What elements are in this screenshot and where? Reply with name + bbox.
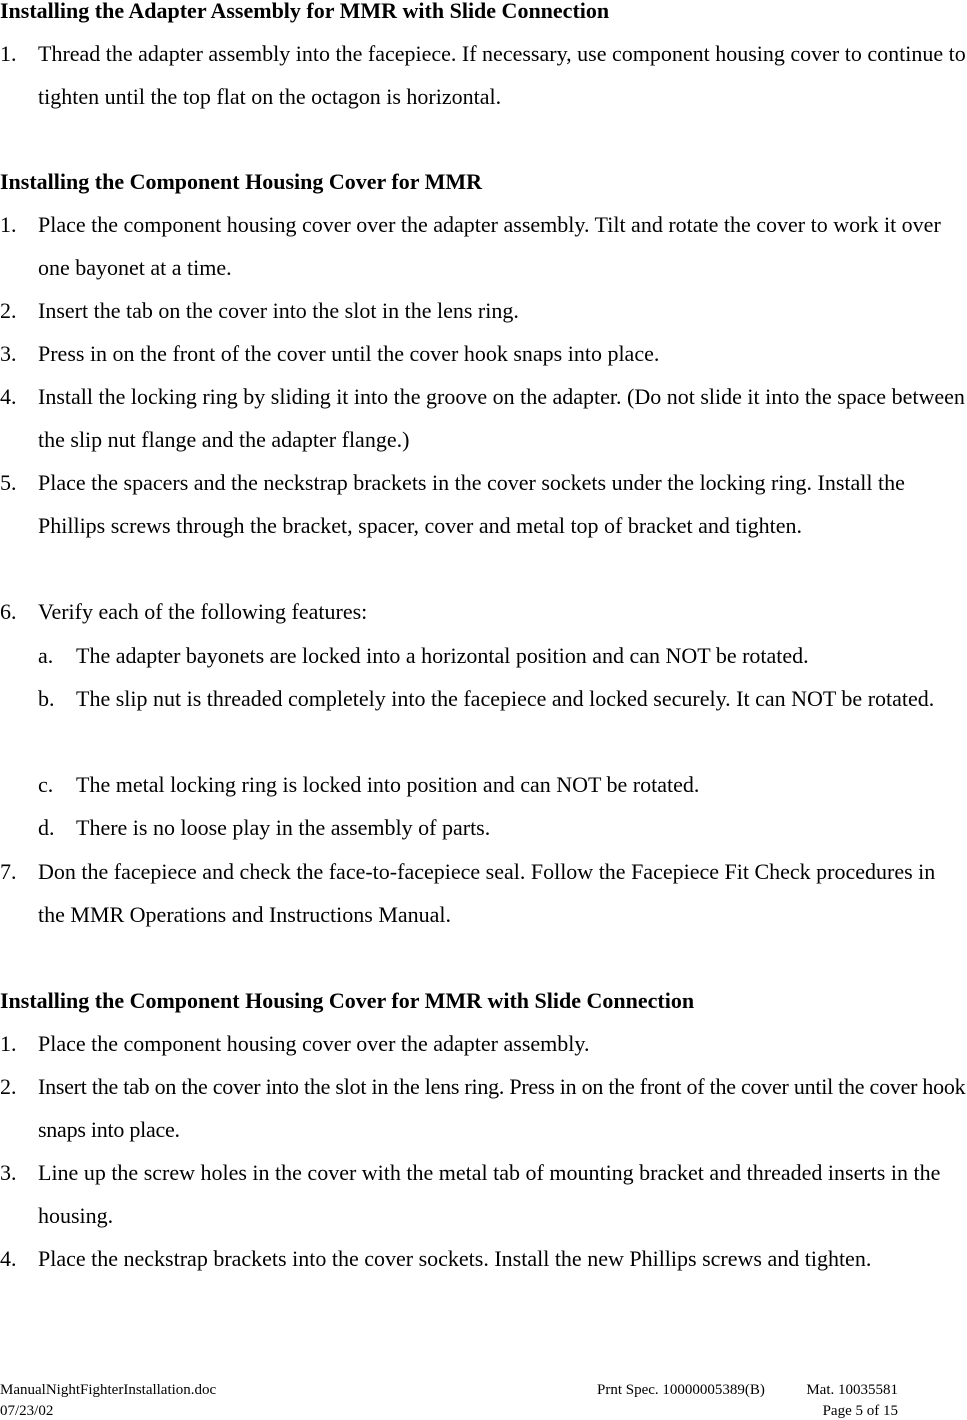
item-number: 6. bbox=[0, 599, 17, 624]
list-item bbox=[0, 1065, 967, 1151]
section-heading-adapter-slide: Installing the Adapter Assembly for MMR with Slide Connection bbox=[0, 0, 610, 23]
item-text: The metal locking ring is locked into position and can NOT be rotated. bbox=[76, 772, 700, 797]
item-number: 3. bbox=[0, 1160, 17, 1185]
item-text: Place the component housing cover over the adapter assembly. Tilt and rotate the cover to work it over one bayonet at a time. bbox=[38, 212, 941, 280]
item-number: 2. bbox=[0, 298, 17, 323]
item-text: The adapter bayonets are locked into a horizontal position and can NOT be rotated. bbox=[76, 643, 809, 668]
item-number: 5. bbox=[0, 470, 17, 495]
item-number: 4. bbox=[0, 384, 17, 409]
sub-list-item bbox=[38, 763, 967, 806]
section-heading-cover-mmr-slide: Installing the Component Housing Cover for MMR with Slide Connection bbox=[0, 988, 695, 1013]
item-letter: d. bbox=[38, 815, 55, 840]
item-text: Insert the tab on the cover into the slot in the lens ring. bbox=[38, 298, 519, 323]
item-text: Place the component housing cover over the adapter assembly. bbox=[38, 1031, 590, 1056]
item-text: Line up the screw holes in the cover with the metal tab of mounting bracket and threaded inserts in the housing. bbox=[38, 1160, 941, 1228]
item-number: 4. bbox=[0, 1246, 17, 1271]
item-text: There is no loose play in the assembly of parts. bbox=[76, 815, 491, 840]
list-item bbox=[0, 590, 967, 633]
footer-material-number: Mat. 10035581 bbox=[806, 1382, 898, 1398]
list-item bbox=[0, 289, 967, 332]
item-number: 1. bbox=[0, 212, 17, 237]
sub-list-item bbox=[38, 806, 967, 849]
sub-list-item bbox=[38, 634, 967, 677]
item-text: Thread the adapter assembly into the facepiece. If necessary, use component housing cover to continue to tighten until the top flat on the octagon is horizontal. bbox=[38, 41, 966, 109]
item-letter: c. bbox=[38, 772, 54, 797]
item-text: Insert the tab on the cover into the slot in the lens ring. Press in on the front of the cover until the cover hook snaps into place. bbox=[38, 1074, 966, 1142]
item-number: 1. bbox=[0, 41, 17, 66]
item-text: Install the locking ring by sliding it into the groove on the adapter. (Do not slide it into the space between the slip nut flange and the adapter flange.) bbox=[38, 384, 965, 452]
footer-page-number: Page 5 of 15 bbox=[822, 1403, 898, 1419]
list-item bbox=[0, 1022, 967, 1065]
list-item bbox=[0, 375, 967, 461]
list-item bbox=[0, 32, 967, 118]
list-item bbox=[0, 461, 967, 547]
item-letter: a. bbox=[38, 643, 54, 668]
item-text: Press in on the front of the cover until the cover hook snaps into place. bbox=[38, 341, 660, 366]
list-item bbox=[0, 332, 967, 375]
item-text: Place the neckstrap brackets into the cover sockets. Install the new Phillips screws and tighten. bbox=[38, 1246, 872, 1271]
list-item bbox=[0, 203, 967, 289]
item-number: 2. bbox=[0, 1074, 17, 1099]
item-text: Place the spacers and the neckstrap brackets in the cover sockets under the locking ring. Install the Phillips screws through the bracket, spacer, cover and metal top of bracket and tighten. bbox=[38, 470, 905, 538]
item-letter: b. bbox=[38, 686, 55, 711]
list-item bbox=[0, 1151, 967, 1237]
list-item bbox=[0, 850, 967, 936]
item-number: 3. bbox=[0, 341, 17, 366]
list-item bbox=[0, 1237, 967, 1280]
item-number: 7. bbox=[0, 859, 17, 884]
footer-filename: ManualNightFighterInstallation.doc bbox=[0, 1382, 217, 1398]
footer-print-spec: Prnt Spec. 10000005389(B) bbox=[597, 1382, 765, 1398]
item-text: Verify each of the following features: bbox=[38, 599, 368, 624]
item-text: Don the facepiece and check the face-to-facepiece seal. Follow the Facepiece Fit Check procedures in the MMR Operations and Instructions Manual. bbox=[38, 859, 936, 927]
item-text: The slip nut is threaded completely into the facepiece and locked securely. It can NOT be rotated. bbox=[76, 686, 935, 711]
section-heading-cover-mmr: Installing the Component Housing Cover for MMR bbox=[0, 169, 482, 194]
sub-list-item bbox=[38, 677, 967, 720]
item-number: 1. bbox=[0, 1031, 17, 1056]
footer-date: 07/23/02 bbox=[0, 1403, 54, 1419]
